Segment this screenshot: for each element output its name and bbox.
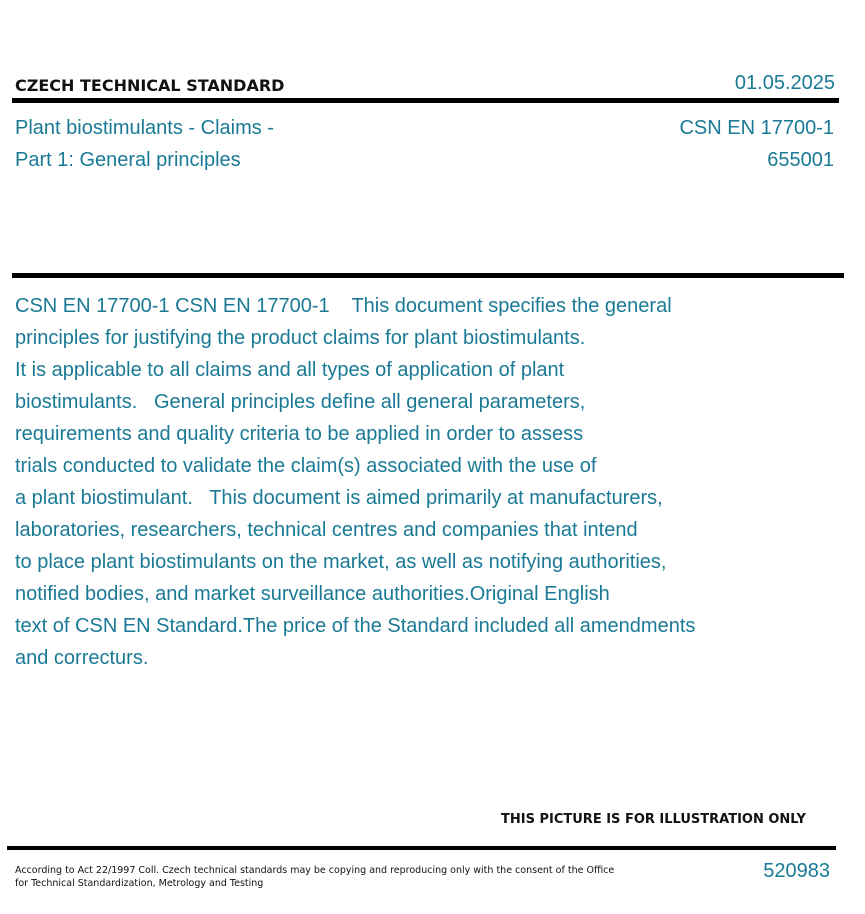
legal-notice-line1: According to Act 22/1997 Coll. Czech technical standards may be copying and reproducing only with the consent of the Office <box>15 865 615 876</box>
publication-date: 01.05.2025 <box>734 72 835 94</box>
legal-notice-line2: for Technical Standardization, Metrology and Testing <box>15 878 264 889</box>
footer-divider <box>7 846 836 850</box>
standard-number: CSN EN 17700-1 <box>679 117 834 139</box>
title-divider <box>12 273 844 278</box>
illustration-notice: THIS PICTURE IS FOR ILLUSTRATION ONLY <box>501 812 806 827</box>
header-divider <box>12 98 839 103</box>
standard-abstract: CSN EN 17700-1 CSN EN 17700-1 This document specifies the general principles for justifying the product claims for plant biostimulants. It is applicable to all claims and all types of application of plant biostimulants. General principles define all general parameters, requirements and quality criteria to be applied in order to assess trials conducted to validate the claim(s) associated with the use of a plant biostimulant. This document is aimed primarily at manufacturers, laboratories, researchers, technical centres and companies that intend to place plant biostimulants on the market, as well as notifying authorities, notified bodies, and market surveillance authorities.Original English text of CSN EN Standard.The price of the Standard included all amendments and correcturs. <box>15 295 696 669</box>
standard-title-line1: Plant biostimulants - Claims - <box>15 117 274 139</box>
classification-number: 655001 <box>767 149 834 171</box>
standard-title-line2: Part 1: General principles <box>15 149 241 171</box>
catalog-number: 520983 <box>763 860 830 882</box>
document-header-title: CZECH TECHNICAL STANDARD <box>15 76 285 95</box>
legal-notice <box>15 864 615 890</box>
